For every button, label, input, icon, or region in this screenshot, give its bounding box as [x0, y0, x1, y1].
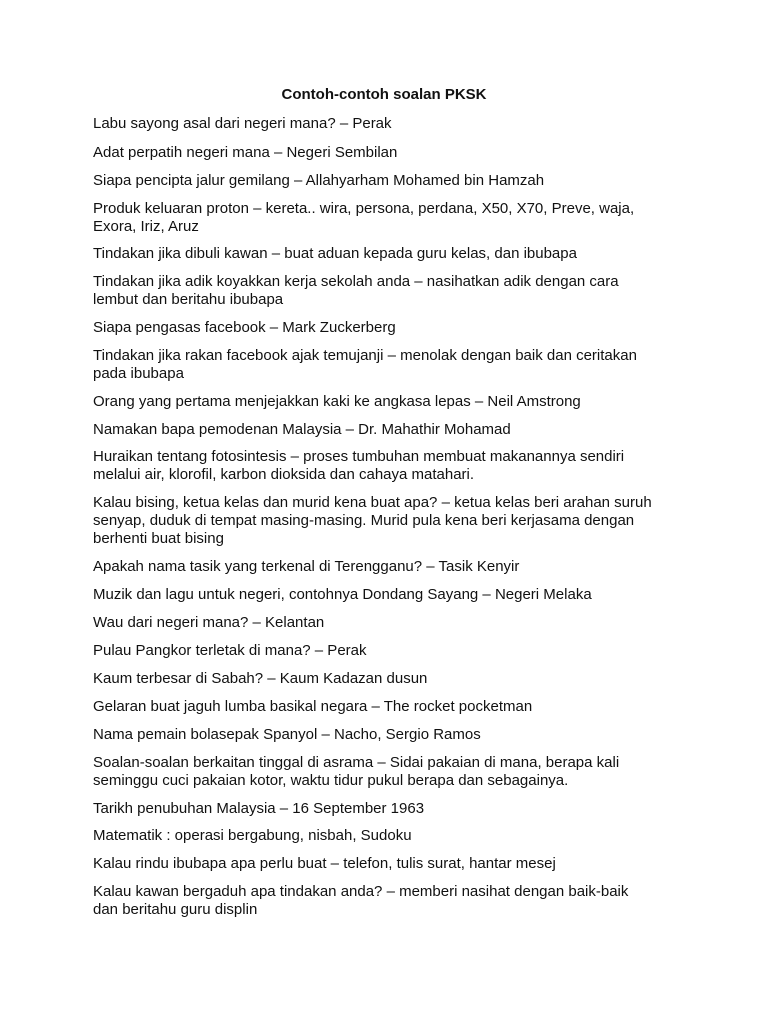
text-line: Huraikan tentang fotosintesis – proses tumbuhan membuat makanannya sendiri	[93, 448, 625, 465]
text-line: Wau dari negeri mana? – Kelantan	[93, 614, 325, 631]
text-line: Adat perpatih negeri mana – Negeri Sembilan	[93, 144, 398, 161]
text-line: Muzik dan lagu untuk negeri, contohnya Dondang Sayang – Negeri Melaka	[93, 586, 592, 603]
text-line: berhenti buat bising	[93, 530, 224, 547]
text-line: Apakah nama tasik yang terkenal di Terengganu? – Tasik Kenyir	[93, 558, 520, 575]
text-line: Tindakan jika dibuli kawan – buat aduan kepada guru kelas, dan ibubapa	[93, 245, 577, 262]
text-line: dan beritahu guru displin	[93, 901, 258, 918]
text-line: Pulau Pangkor terletak di mana? – Perak	[93, 642, 367, 659]
text-line: Gelaran buat jaguh lumba basikal negara – The rocket pocketman	[93, 698, 533, 715]
text-line: senyap, duduk di tempat masing-masing. Murid pula kena beri kerjasama dengan	[93, 512, 635, 529]
text-line: Siapa pengasas facebook – Mark Zuckerberg	[93, 319, 396, 336]
text-line: Soalan-soalan berkaitan tinggal di asrama – Sidai pakaian di mana, berapa kali	[93, 754, 620, 771]
text-line: lembut dan beritahu ibubapa	[93, 291, 284, 308]
text-line: Matematik : operasi bergabung, nisbah, Sudoku	[93, 827, 412, 844]
text-line: Exora, Iriz, Aruz	[93, 218, 199, 235]
text-line: Siapa pencipta jalur gemilang – Allahyarham Mohamed bin Hamzah	[93, 172, 545, 189]
text-line: Kalau bising, ketua kelas dan murid kena buat apa? – ketua kelas beri arahan suruh	[93, 494, 652, 511]
text-line: Tarikh penubuhan Malaysia – 16 September 1963	[93, 800, 425, 817]
text-line: seminggu cuci pakaian kotor, waktu tidur pukul berapa dan sebagainya.	[93, 772, 569, 789]
text-line: melalui air, klorofil, karbon dioksida dan cahaya matahari.	[93, 466, 475, 483]
text-line: Orang yang pertama menjejakkan kaki ke angkasa lepas – Neil Amstrong	[93, 393, 581, 410]
text-line: Tindakan jika adik koyakkan kerja sekolah anda – nasihatkan adik dengan cara	[93, 273, 619, 290]
text-line: Tindakan jika rakan facebook ajak temujanji – menolak dengan baik dan ceritakan	[93, 347, 637, 364]
text-line: Nama pemain bolasepak Spanyol – Nacho, Sergio Ramos	[93, 726, 481, 743]
text-line: Kalau rindu ibubapa apa perlu buat – telefon, tulis surat, hantar mesej	[93, 855, 556, 872]
text-line: Kalau kawan bergaduh apa tindakan anda? – memberi nasihat dengan baik-baik	[93, 883, 629, 900]
page-title: Contoh-contoh soalan PKSK	[281, 86, 487, 103]
text-line: Produk keluaran proton – kereta.. wira, persona, perdana, X50, X70, Preve, waja,	[93, 200, 635, 217]
text-line: pada ibubapa	[93, 365, 184, 382]
text-line: Kaum terbesar di Sabah? – Kaum Kadazan dusun	[93, 670, 428, 687]
text-line: Namakan bapa pemodenan Malaysia – Dr. Mahathir Mohamad	[93, 421, 511, 438]
text-line: Labu sayong asal dari negeri mana? – Perak	[93, 115, 392, 132]
